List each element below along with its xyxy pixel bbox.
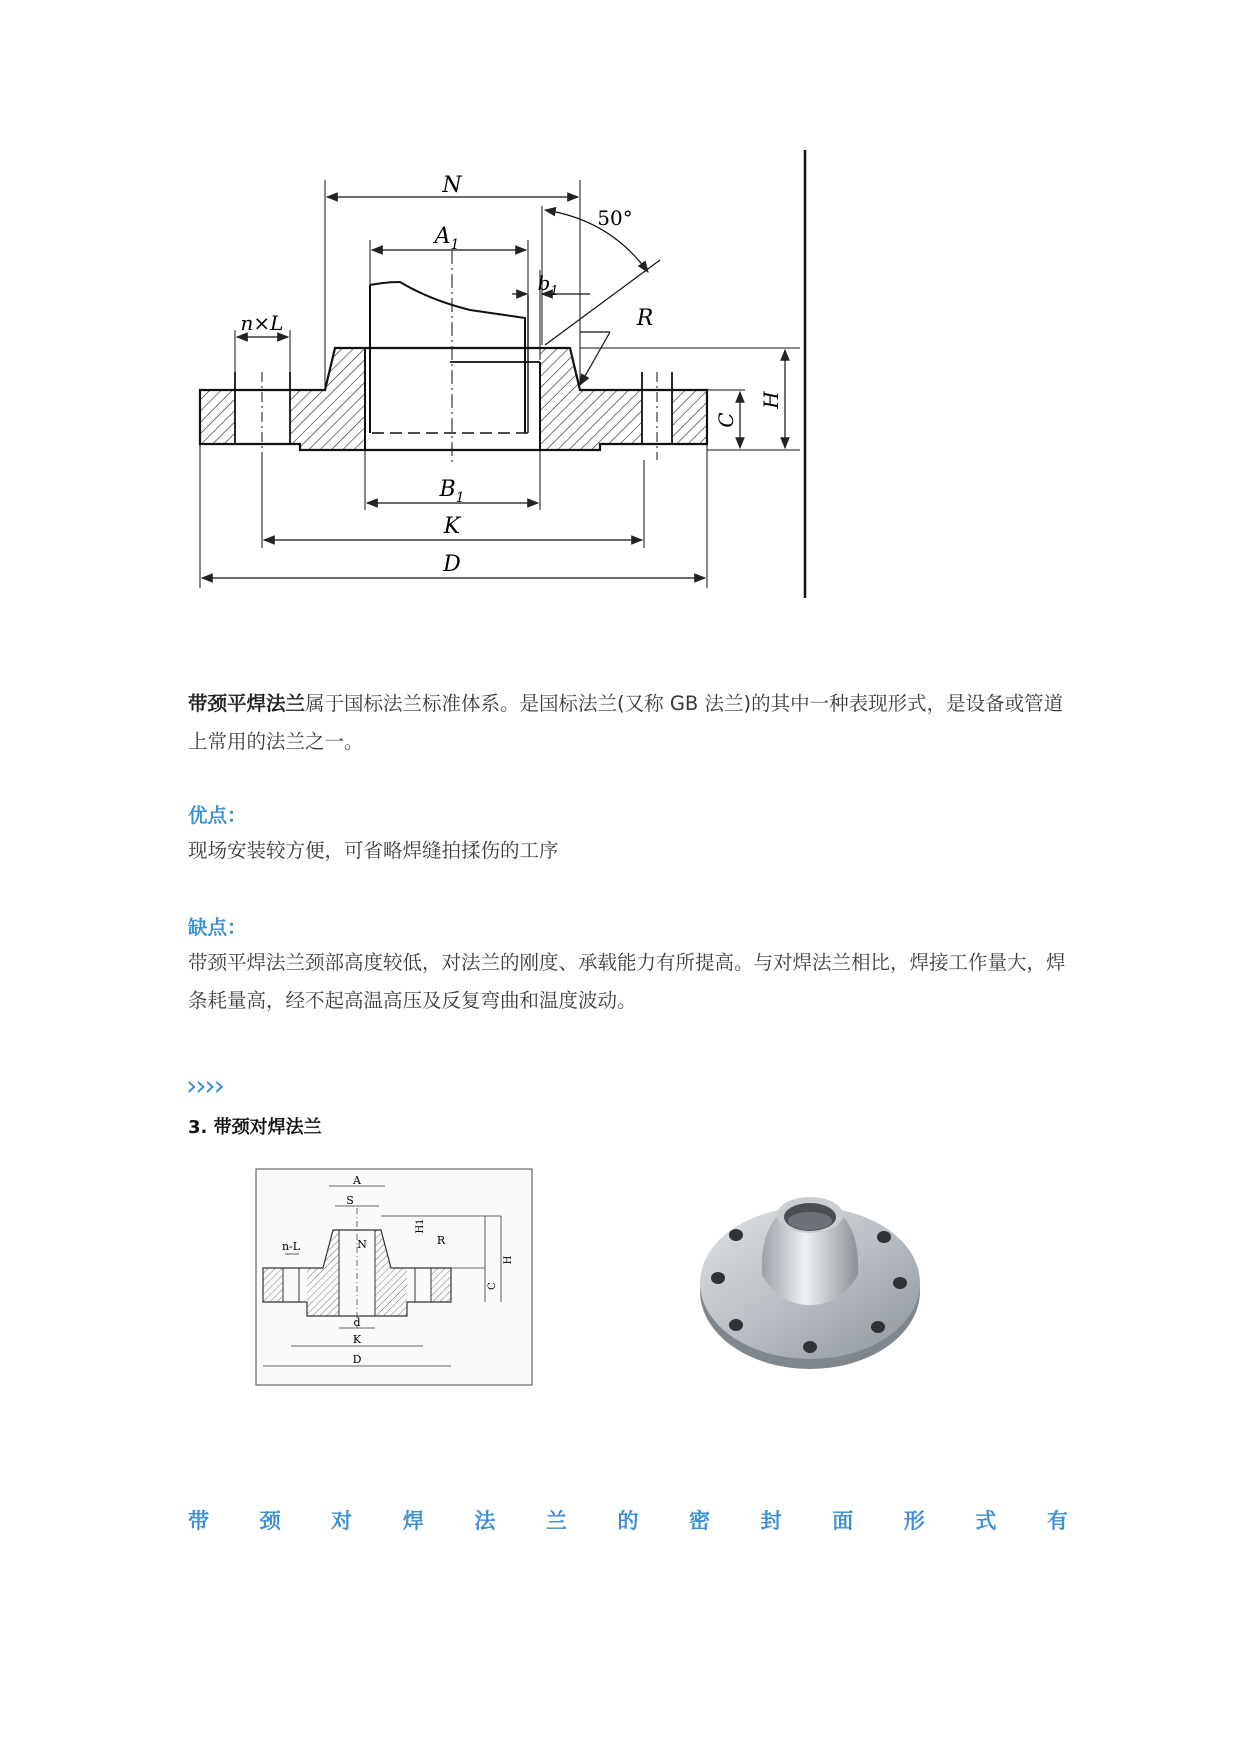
sealing-char: 带 xyxy=(188,1509,209,1533)
flange-drawing-weld-neck xyxy=(255,1168,533,1386)
dim-label-a1-sub: 1 xyxy=(450,237,460,253)
dim2-label-r: R xyxy=(436,1234,446,1247)
sealing-char: 有 xyxy=(1046,1509,1068,1533)
sealing-face-text xyxy=(188,1505,1068,1535)
dim2-label-d-small: d xyxy=(353,1316,361,1329)
section-title: 3. 带颈对焊法兰 xyxy=(188,1117,322,1138)
sealing-char: 对 xyxy=(331,1509,353,1533)
sealing-char: 的 xyxy=(617,1509,639,1533)
pros-text: 现场安装较方便，可省略焊缝拍揉伤的工序 xyxy=(188,839,559,862)
cons-text: 带颈平焊法兰颈部高度较低，对法兰的刚度、承载能力有所提高。与对焊法兰相比，焊接工作量大，焊条耗量高，经不起高温高压及反复弯曲和温度波动。 xyxy=(188,951,1066,1012)
flange-drawing-slip-on xyxy=(0,0,1241,620)
sealing-char: 式 xyxy=(975,1509,997,1533)
dim2-label-c: C xyxy=(487,1282,498,1290)
sealing-char: 形 xyxy=(903,1509,925,1533)
chevrons-decoration: ›››› xyxy=(186,1069,223,1102)
dim-label-b1-bore-sub: 1 xyxy=(455,490,465,506)
sealing-char: 封 xyxy=(760,1509,782,1533)
dim2-label-a: A xyxy=(353,1174,361,1187)
sealing-char: 密 xyxy=(689,1509,711,1533)
dim2-label-n: N xyxy=(357,1238,367,1251)
pros-heading: 优点： xyxy=(188,804,247,827)
dim-label-b1: b xyxy=(537,271,551,295)
sealing-char: 兰 xyxy=(545,1509,567,1533)
intro-text: 属于国标法兰标准体系。是国标法兰(又称 GB 法兰)的其中一种表现形式，是设备或管道上常用的法兰之一。 xyxy=(188,692,1064,753)
dim-label-c: C xyxy=(714,412,738,428)
dim-label-h: H xyxy=(759,391,783,409)
intro-term: 带颈平焊法兰 xyxy=(188,692,306,715)
dim-label-a1: A xyxy=(434,224,451,249)
intro-paragraph xyxy=(188,685,1068,761)
dim-label-n: N xyxy=(442,173,462,198)
svg-text:A1 xyxy=(433,224,460,253)
dim-label-k: K xyxy=(443,514,461,539)
dim-label-b1-bore: B xyxy=(439,477,456,502)
dim-label-nxl: n×L xyxy=(240,311,284,335)
dim2-label-k: K xyxy=(352,1333,362,1346)
svg-text:B1 xyxy=(438,477,464,506)
sealing-char: 面 xyxy=(832,1509,854,1533)
flange-photo xyxy=(690,1175,930,1385)
dim2-label-h: H xyxy=(503,1255,514,1265)
sealing-char: 焊 xyxy=(402,1509,424,1533)
dim-label-d: D xyxy=(443,552,461,577)
dim-label-angle: 50° xyxy=(597,206,633,230)
dim-label-b1-sub: 1 xyxy=(550,284,559,299)
dim-label-r: R xyxy=(636,306,654,331)
dim2-label-d: D xyxy=(352,1353,362,1366)
cons-heading: 缺点： xyxy=(188,916,247,939)
dim2-label-h1: H1 xyxy=(415,1218,426,1234)
sealing-char: 颈 xyxy=(259,1509,281,1533)
dim2-label-nl: n-L xyxy=(281,1240,301,1253)
sealing-char: 法 xyxy=(474,1509,496,1533)
svg-text:b1 xyxy=(537,271,558,299)
dim2-label-s: S xyxy=(346,1194,354,1207)
